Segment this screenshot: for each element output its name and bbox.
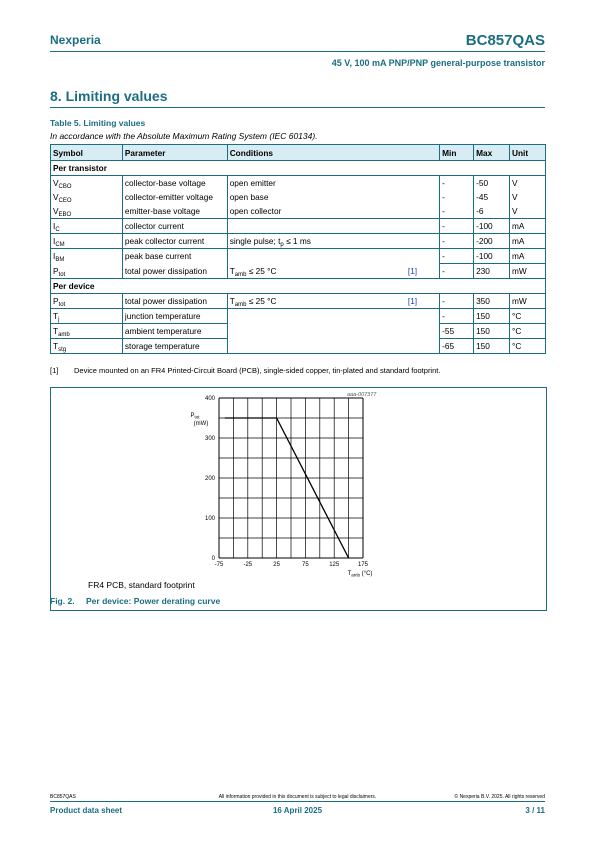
footer-date: 16 April 2025 [272, 806, 323, 815]
group-per-device: Per device [51, 279, 546, 294]
document-subtitle: 45 V, 100 mA PNP/PNP general-purpose transistor [331, 58, 545, 68]
x-tick-label: 175 [357, 562, 369, 568]
min-value: - [440, 234, 474, 249]
table-row [51, 176, 546, 191]
footer-copyright: © Nexperia B.V. 2025. All rights reserved [454, 794, 545, 800]
y-axis-label: $P_{tot}$ [190, 413, 200, 420]
symbol: T [53, 326, 59, 336]
parameter: junction temperature [122, 309, 227, 324]
symbol: P [53, 265, 59, 276]
table-subcaption: In accordance with the Absolute Maximum Rating System (IEC 60134). [50, 131, 318, 141]
max-value: 230 [474, 264, 510, 279]
parameter: peak base current [122, 249, 227, 264]
symbol-subscript: C [55, 227, 60, 233]
max-value: -100 [474, 219, 510, 234]
y-tick-label: 200 [204, 476, 215, 482]
x-tick-label: -75 [214, 562, 224, 568]
y-axis-unit: (mW) [193, 421, 209, 427]
table-row [51, 219, 546, 234]
max-value: -50 [474, 176, 510, 191]
table-row [51, 264, 546, 279]
figure-title: Per device: Power derating curve [86, 596, 221, 606]
min-value: - [440, 176, 474, 191]
figure-frame [50, 387, 547, 611]
symbol: V [53, 192, 59, 202]
condition [227, 309, 439, 324]
footnote-text: Device mounted on an FR4 Printed-Circuit Board (PCB), single-sided copper, tin-plated and standard footprint. [74, 366, 441, 375]
footnote-ref-link[interactable]: [1] [407, 296, 418, 306]
min-value: - [440, 190, 474, 204]
min-value: - [440, 219, 474, 234]
footer-doc-id: BC857QAS [50, 794, 76, 800]
min-value: - [440, 204, 474, 219]
parameter: ambient temperature [122, 324, 227, 339]
y-tick-label: 400 [204, 396, 215, 402]
power-derating-chart [51, 388, 546, 610]
section-divider [50, 107, 545, 108]
header-divider [50, 51, 545, 52]
parameter: collector-base voltage [122, 176, 227, 191]
unit: °C [510, 339, 546, 354]
max-value: 150 [474, 309, 510, 324]
symbol-subscript: CM [55, 242, 65, 248]
unit: mA [510, 234, 546, 249]
condition: single pulse; $t_p \le 1$ ms [227, 234, 439, 249]
parameter: total power dissipation [122, 264, 227, 279]
max-value: -200 [474, 234, 510, 249]
table-row [51, 324, 546, 339]
unit: mA [510, 219, 546, 234]
symbol: V [53, 206, 59, 216]
unit: V [510, 204, 546, 219]
symbol-subscript: CEO [58, 198, 72, 204]
group-per-transistor: Per transistor [51, 161, 546, 176]
parameter: collector-emitter voltage [122, 190, 227, 204]
condition: $T_{amb} \le 25$ °C [1] [227, 264, 439, 279]
y-tick-label: 300 [204, 436, 215, 442]
col-header-parameter: Parameter [122, 145, 227, 161]
symbol-subscript: j [58, 317, 60, 323]
symbol: V [53, 178, 59, 188]
footer-divider [50, 801, 545, 802]
figure-code: aaa-007377 [347, 392, 377, 398]
unit: °C [510, 309, 546, 324]
col-header-conditions: Conditions [227, 145, 439, 161]
unit: V [510, 176, 546, 191]
min-value: -55 [440, 324, 474, 339]
x-tick-label: 125 [329, 562, 340, 568]
unit: mW [510, 264, 546, 279]
x-tick-label: 75 [302, 562, 309, 568]
max-value: 350 [474, 294, 510, 309]
condition [227, 219, 439, 234]
condition: open base [227, 190, 439, 204]
condition [227, 339, 439, 354]
symbol: T [53, 311, 59, 321]
section-title: 8. Limiting values [50, 88, 168, 104]
col-header-unit: Unit [510, 145, 546, 161]
symbol-subscript: tot [58, 302, 66, 308]
group-row [51, 279, 546, 294]
col-header-symbol: Symbol [51, 145, 123, 161]
min-value: -65 [440, 339, 474, 354]
table-row [51, 234, 546, 249]
table-caption: Table 5. Limiting values [50, 118, 146, 128]
figure-label: Fig. 2. [50, 596, 75, 606]
col-header-min: Min [440, 145, 474, 161]
unit: mW [510, 294, 546, 309]
table-footnote [50, 366, 440, 375]
max-value: -45 [474, 190, 510, 204]
unit: mA [510, 249, 546, 264]
x-axis-label: $T_{amb}$ (°C) [347, 571, 373, 578]
symbol: P [53, 296, 59, 306]
max-value: 150 [474, 324, 510, 339]
parameter: total power dissipation [122, 294, 227, 309]
y-tick-label: 100 [204, 516, 215, 522]
symbol: I [53, 251, 56, 262]
x-tick-label: 25 [273, 562, 280, 568]
max-value: 150 [474, 339, 510, 354]
group-row [51, 161, 546, 176]
condition: $T_{amb} \le 25$ °C [1] [227, 294, 439, 309]
min-value: - [440, 264, 474, 279]
footnote-ref-link[interactable]: [1] [407, 265, 418, 276]
symbol-subscript: tot [58, 271, 66, 278]
figure-note: FR4 PCB, standard footprint [88, 580, 195, 590]
derating-curve [225, 418, 349, 558]
footer-page-number: 3 / 11 [525, 806, 545, 815]
figure-caption [50, 596, 220, 606]
symbol-subscript: stg [58, 347, 67, 353]
footnote-number: [1] [50, 366, 59, 375]
col-header-max: Max [474, 145, 510, 161]
footer-disclaimer: All information provided in this document is subject to legal disclaimers. [218, 794, 377, 800]
unit: °C [510, 324, 546, 339]
parameter: peak collector current [122, 234, 227, 249]
min-value: - [440, 309, 474, 324]
table-row [51, 204, 546, 219]
symbol-subscript: EBO [58, 212, 72, 218]
table-row [51, 294, 546, 309]
y-tick-label: 0 [211, 556, 215, 562]
symbol: I [53, 236, 56, 246]
symbol-subscript: amb [58, 332, 70, 338]
symbol: I [53, 221, 56, 231]
condition: open collector [227, 204, 439, 219]
max-value: -6 [474, 204, 510, 219]
limiting-values-table [50, 144, 546, 354]
x-tick-label: -25 [243, 562, 253, 568]
table-row [51, 190, 546, 204]
condition [227, 249, 439, 264]
table-row [51, 249, 546, 264]
symbol: T [53, 341, 59, 351]
parameter: storage temperature [122, 339, 227, 354]
parameter: emitter-base voltage [122, 204, 227, 219]
part-number: BC857QAS [465, 32, 545, 49]
unit: V [510, 190, 546, 204]
symbol-subscript: CBO [58, 184, 72, 190]
table-row [51, 339, 546, 354]
max-value: -100 [474, 249, 510, 264]
table-header-row [51, 145, 546, 161]
footer-doc-type: Product data sheet [50, 806, 123, 815]
condition: open emitter [227, 176, 439, 191]
symbol-subscript: BM [55, 257, 65, 264]
brand-name: Nexperia [50, 33, 101, 47]
parameter: collector current [122, 219, 227, 234]
min-value: - [440, 294, 474, 309]
condition [227, 324, 439, 339]
min-value: - [440, 249, 474, 264]
table-row [51, 309, 546, 324]
